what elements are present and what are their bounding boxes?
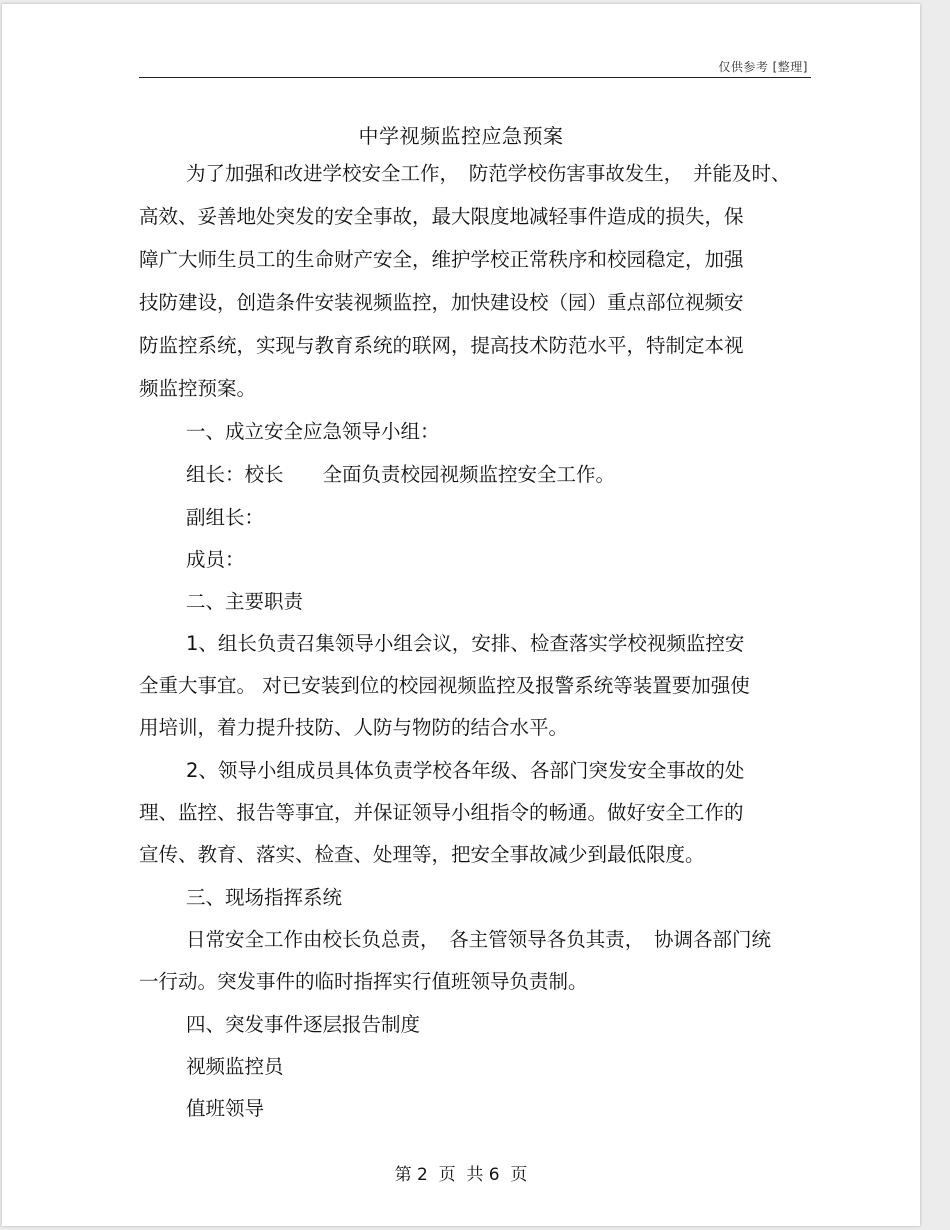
duty-line: 宣传、教育、落实、检查、处理等，把安全事故减少到最低限度。	[139, 843, 705, 866]
header-divider	[139, 77, 811, 78]
document-title: 中学视频监控应急预案	[358, 124, 564, 148]
section-heading: 一、成立安全应急领导小组：	[186, 420, 440, 443]
document-page	[2, 4, 920, 1226]
report-chain-item: 值班领导	[186, 1097, 265, 1120]
section-heading: 三、现场指挥系统	[186, 886, 343, 909]
duty-line: 用培训，着力提升技防、人防与物防的结合水平。	[139, 716, 569, 739]
duty-line: 理、监控、报告等事宜，并保证领导小组指令的畅通。做好安全工作的	[139, 801, 744, 824]
deputy-line: 副组长：	[186, 506, 265, 529]
intro-line: 技防建设，创造条件安装视频监控，加快建设校（园）重点部位视频安	[139, 291, 744, 314]
intro-line: 防监控系统，实现与教育系统的联网，提高技术防范水平，特制定本视	[139, 334, 744, 357]
header-note: 仅供参考 [整理]	[718, 60, 808, 74]
members-line: 成员：	[186, 548, 245, 571]
section-heading: 二、主要职责	[186, 590, 304, 613]
report-chain-item: 视频监控员	[186, 1055, 284, 1078]
duty-line: 2、领导小组成员具体负责学校各年级、各部门突发安全事故的处	[186, 759, 745, 782]
section-heading: 四、突发事件逐层报告制度	[186, 1013, 421, 1036]
leader-line: 组长：校长 全面负责校园视频监控安全工作。	[186, 463, 616, 486]
intro-line: 高效、妥善地处突发的安全事故，最大限度地减轻事件造成的损失，保	[139, 205, 744, 228]
command-line: 一行动。突发事件的临时指挥实行值班领导负责制。	[139, 970, 588, 993]
page-number: 第 2 页 共 6 页	[394, 1165, 528, 1185]
intro-line: 障广大师生员工的生命财产安全，维护学校正常秩序和校园稳定，加强	[139, 248, 744, 271]
intro-line: 为了加强和改进学校安全工作， 防范学校伤害事故发生， 并能及时、	[186, 162, 791, 185]
duty-line: 全重大事宜。 对已安装到位的校园视频监控及报警系统等装置要加强使	[139, 674, 750, 697]
intro-line: 频监控预案。	[139, 377, 257, 400]
command-line: 日常安全工作由校长负总责， 各主管领导各负其责， 协调各部门统	[186, 928, 772, 951]
duty-line: 1、组长负责召集领导小组会议，安排、检查落实学校视频监控安	[186, 632, 745, 655]
